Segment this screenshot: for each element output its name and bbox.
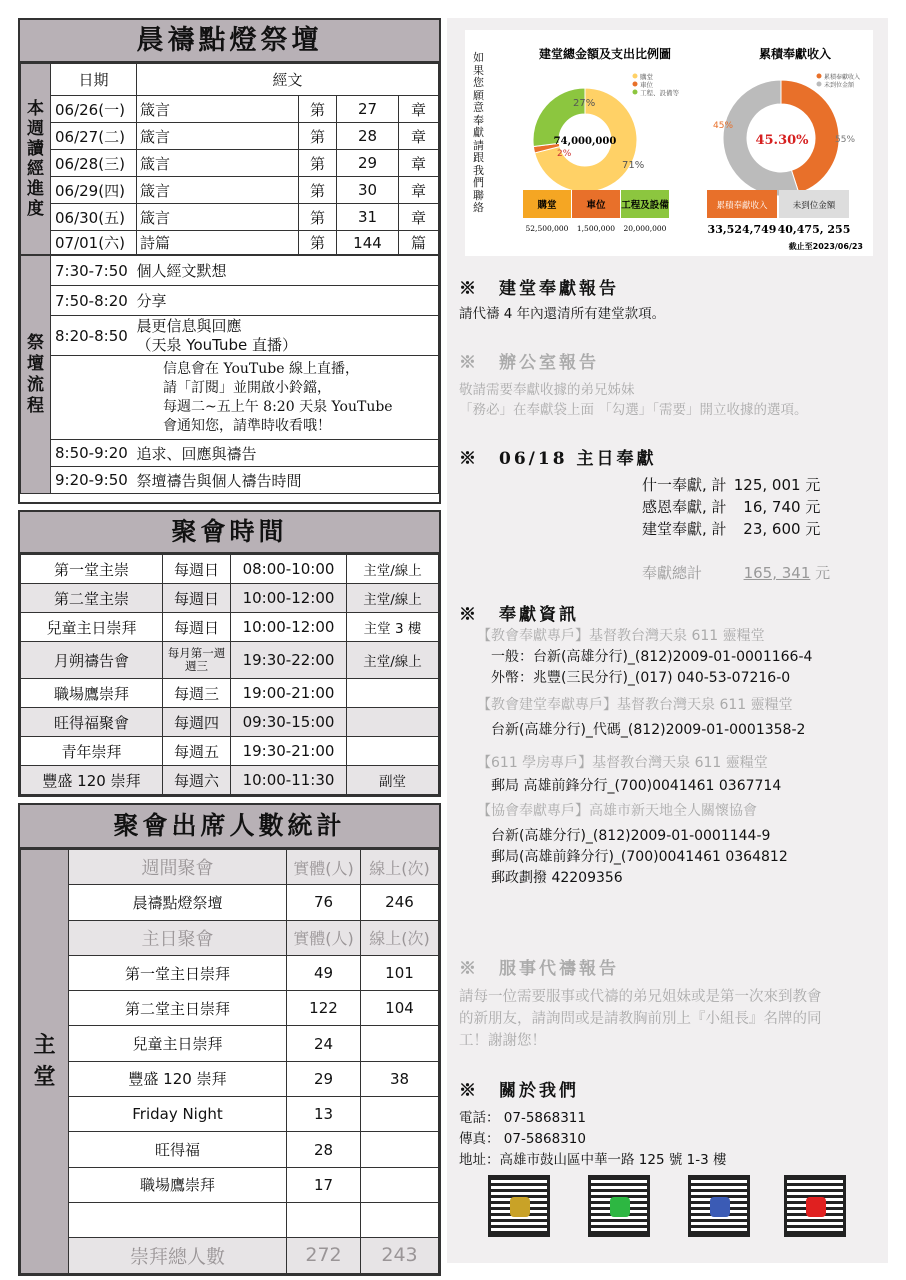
section-header: 主日聚會 (69, 920, 287, 955)
reading-book: 箴言 (137, 204, 299, 231)
reading-post: 章 (399, 204, 439, 231)
attendance-name: 第一堂主日崇拜 (69, 955, 287, 990)
notice-line: 信息會在 YouTube 線上直播， (163, 360, 359, 377)
flow-text: 追求、回應與禱告 (137, 440, 439, 467)
attendance-on (361, 1132, 439, 1167)
attendance-name: Friday Night (69, 1097, 287, 1132)
donut-legend-dot (817, 74, 822, 79)
reading-date: 07/01(六) (51, 231, 137, 255)
meeting-place (347, 708, 439, 737)
attendance-name: 豐盛 120 崇拜 (69, 1061, 287, 1096)
about-title: ※ 關於我們 (459, 1081, 579, 1101)
reading-pre: 第 (299, 123, 337, 150)
donut-cell-label: 未到位金額 (792, 201, 836, 211)
meeting-day: 每週三 (163, 679, 231, 708)
meeting-row (21, 737, 439, 766)
meeting-name: 兒童主日崇拜 (21, 613, 163, 642)
serve-line: 工！謝謝您！ (459, 1033, 546, 1049)
meeting-row (21, 766, 439, 795)
serve-text (459, 986, 822, 1052)
meeting-day: 每週六 (163, 766, 231, 795)
pie-legend: 車位 (640, 81, 653, 89)
serve-line: 請每一位需要服事或代禱的弟兄姐妹或是第一次來到教會 (459, 989, 822, 1005)
flow-text: 祭壇禱告與個人禱告時間 (137, 467, 439, 494)
meeting-name: 月朔禱告會 (21, 642, 163, 679)
reading-post: 章 (399, 123, 439, 150)
pie-cell-label: 購堂 (537, 200, 557, 211)
offering-unit: 元 (805, 520, 821, 538)
youtube-qr-icon[interactable] (784, 1175, 846, 1237)
chart-date-note: 截止至2023/06/23 (788, 242, 863, 251)
attendance-row (21, 1238, 439, 1273)
offering-total-amount: 165, 341 (743, 564, 811, 582)
meeting-day: 每週日 (163, 555, 231, 584)
reading-row (21, 177, 439, 204)
pie-cell-label: 車位 (586, 200, 606, 211)
attendance-in: 17 (287, 1167, 361, 1202)
pie-label: 71% (622, 160, 645, 171)
meeting-time: 19:30-21:00 (231, 737, 347, 766)
meeting-place: 副堂 (347, 766, 439, 795)
attendance-in: 24 (287, 1026, 361, 1061)
attendance-in (287, 1202, 361, 1237)
meeting-place: 主堂/線上 (347, 584, 439, 613)
flow-table (20, 255, 439, 494)
account-head: 【協會奉獻專戶】高雄市新天地全人關懷協會 (477, 803, 757, 819)
reading-book: 箴言 (137, 96, 299, 123)
pie-center-label: 74,000,000 (553, 136, 617, 147)
reading-book: 詩篇 (137, 231, 299, 255)
attendance-title: 聚會出席人數統計 (20, 805, 439, 849)
website-qr-icon[interactable] (488, 1175, 550, 1237)
reading-pre: 第 (299, 177, 337, 204)
offering-unit: 元 (805, 476, 821, 494)
attendance-row (21, 885, 439, 920)
meeting-time: 19:30-22:00 (231, 642, 347, 679)
notice-line: 每週二~五上午 8:20 天泉 YouTube (163, 398, 393, 415)
attendance-in: 122 (287, 991, 361, 1026)
meeting-place (347, 679, 439, 708)
col-on: 線上(次) (361, 850, 439, 885)
reading-box (18, 18, 441, 504)
donut-legend: 累積奉獻收入 (824, 74, 861, 81)
donut-cell-label: 累積奉獻收入 (716, 201, 768, 211)
attendance-row (21, 1097, 439, 1132)
account-line: 台新(高雄分行)_(812)2009-01-0001144-9 (491, 828, 771, 844)
offering-list (642, 474, 820, 540)
reading-date: 06/28(三) (51, 150, 137, 177)
line-qr-icon[interactable] (588, 1175, 650, 1237)
meeting-row (21, 642, 439, 679)
meeting-day: 每週四 (163, 708, 231, 737)
reading-pre: 第 (299, 231, 337, 255)
account-line: 台新(高雄分行)_代碼_(812)2009-01-0001358-2 (491, 722, 806, 738)
reading-date: 06/27(二) (51, 123, 137, 150)
account-line: 郵局(高雄前鋒分行)_(700)0041461 0364812 (491, 849, 788, 865)
meeting-day: 每月第一週週三 (163, 642, 231, 679)
address: 地址：高雄市鼓山區中華一路 125 號 1-3 樓 (459, 1152, 727, 1168)
meeting-row (21, 555, 439, 584)
pie-label: 2% (557, 149, 572, 159)
meeting-time: 10:00-11:30 (231, 766, 347, 795)
meeting-place (347, 737, 439, 766)
attendance-on (361, 1167, 439, 1202)
attendance-name: 旺得福 (69, 1132, 287, 1167)
offering-row (642, 474, 820, 496)
notice-line: 請「訂閱」並開啟小鈴鐺， (163, 379, 331, 396)
reading-date: 06/29(四) (51, 177, 137, 204)
reading-row (21, 231, 439, 255)
reading-date: 06/26(一) (51, 96, 137, 123)
flow-time: 7:30-7:50 (51, 256, 137, 286)
col-in: 實體(人) (287, 920, 361, 955)
donut-cell-value: 33,524,749 (707, 223, 777, 236)
total-in: 272 (287, 1238, 361, 1273)
meeting-place: 主堂/線上 (347, 555, 439, 584)
building-title: ※ 建堂奉獻報告 (459, 279, 619, 299)
attendance-name: 晨禱點燈祭壇 (69, 885, 287, 920)
reading-num: 31 (337, 204, 399, 231)
meeting-name: 職場鷹崇拜 (21, 679, 163, 708)
attendance-on (361, 1097, 439, 1132)
attendance-name: 職場鷹崇拜 (69, 1167, 287, 1202)
reading-num: 29 (337, 150, 399, 177)
pie-cell-value: 20,000,000 (623, 224, 667, 233)
office-line: 「務必」在奉獻袋上面 「勾選」「需要」開立收據的選項。 (459, 402, 808, 418)
office-title: ※ 辦公室報告 (459, 353, 599, 373)
office-text (459, 380, 808, 420)
flow-time: 8:50-9:20 (51, 440, 137, 467)
attendance-table (20, 849, 439, 1274)
account-head: 【611 學房專戶】基督教台灣天泉 611 靈糧堂 (477, 755, 768, 771)
left-column (18, 18, 441, 1276)
offering-label: 建堂奉獻, 計 (642, 520, 727, 538)
attendance-in: 29 (287, 1061, 361, 1096)
flow-time: 8:20-8:50 (51, 316, 137, 356)
offering-amount: 125, 001 (733, 476, 801, 494)
reading-table (20, 63, 439, 255)
attendance-box (18, 803, 441, 1276)
offering-amount: 16, 740 (743, 498, 801, 516)
offering-amount: 23, 600 (743, 520, 801, 538)
donut-legend-dot (817, 82, 822, 87)
flow-text: 個人經文默想 (137, 256, 439, 286)
office-line: 敬請需要奉獻收據的弟兄姊妹 (459, 382, 635, 398)
account-head: 【教會建堂奉獻專戶】基督教台灣天泉 611 靈糧堂 (477, 697, 793, 713)
meeting-day: 每週五 (163, 737, 231, 766)
meeting-day: 每週日 (163, 613, 231, 642)
offering-total (642, 562, 830, 583)
pie-label: 27% (573, 98, 596, 109)
reading-num: 28 (337, 123, 399, 150)
youtube-notice (51, 356, 439, 440)
total-label: 崇拜總人數 (69, 1238, 287, 1273)
attendance-on (361, 1202, 439, 1237)
reading-row (21, 150, 439, 177)
flow-side-label: 祭壇流程 (21, 256, 51, 494)
pie-cell-value: 52,500,000 (525, 224, 569, 233)
attendance-row (21, 1132, 439, 1167)
reading-pre: 第 (299, 96, 337, 123)
meeting-place: 主堂 3 樓 (347, 613, 439, 642)
fax: 傳真： 07-5868310 (459, 1131, 586, 1147)
reading-pre: 第 (299, 204, 337, 231)
contact-side-note: 如果您願意奉獻請跟我們聯絡 (473, 51, 484, 214)
offering-label: 什一奉獻, 計 (642, 476, 727, 494)
offering-total-unit: 元 (815, 564, 831, 582)
serve-line: 的新朋友，請詢問或是請教胸前別上『小組長』名牌的同 (459, 1011, 822, 1027)
attendance-on (361, 1026, 439, 1061)
offering-unit: 元 (805, 498, 821, 516)
donut-center-label: 45.30% (755, 133, 809, 148)
reading-book: 箴言 (137, 123, 299, 150)
pie-legend: 購堂 (640, 73, 653, 81)
pie-legend-dot (633, 90, 638, 95)
reading-row (21, 123, 439, 150)
pie-legend-dot (633, 74, 638, 79)
reading-title: 晨禱點燈祭壇 (20, 20, 439, 63)
flow-time: 7:50-8:20 (51, 286, 137, 316)
reading-post: 章 (399, 150, 439, 177)
flow-time: 9:20-9:50 (51, 467, 137, 494)
meeting-time: 09:30-15:00 (231, 708, 347, 737)
reading-num: 27 (337, 96, 399, 123)
flow-text: 分享 (137, 286, 439, 316)
meeting-row (21, 584, 439, 613)
meeting-name: 第一堂主崇 (21, 555, 163, 584)
attendance-on: 101 (361, 955, 439, 990)
attendance-side-label: 主堂 (21, 850, 69, 1274)
reading-row (21, 96, 439, 123)
meeting-time: 08:00-10:00 (231, 555, 347, 584)
reading-side-label: 本週讀經進度 (21, 64, 51, 255)
attendance-row (21, 920, 439, 955)
attendance-row (21, 991, 439, 1026)
attendance-row (21, 1167, 439, 1202)
reading-post: 章 (399, 177, 439, 204)
meeting-time: 19:00-21:00 (231, 679, 347, 708)
reading-book: 箴言 (137, 177, 299, 204)
offering-label: 感恩奉獻, 計 (642, 498, 727, 516)
offering-row (642, 518, 820, 540)
meeting-name: 旺得福聚會 (21, 708, 163, 737)
account-line: 郵政劃撥 42209356 (491, 870, 623, 886)
right-column (447, 18, 888, 1263)
pie-title: 建堂總金額及支出比例圖 (538, 47, 672, 61)
meetings-table (20, 554, 439, 795)
attendance-on: 104 (361, 991, 439, 1026)
attendance-name (69, 1202, 287, 1237)
reading-row (21, 204, 439, 231)
meeting-name: 青年崇拜 (21, 737, 163, 766)
attendance-name: 第二堂主日崇拜 (69, 991, 287, 1026)
notice-line: 會通知您，請準時收看哦！ (163, 417, 331, 434)
attendance-in: 76 (287, 885, 361, 920)
donut-legend: 未到位金額 (824, 82, 855, 89)
donut-title: 累積奉獻收入 (758, 47, 832, 61)
attendance-row (21, 955, 439, 990)
account-line: 一般：台新(高雄分行)_(812)2009-01-0001166-4 (491, 649, 813, 665)
section-header: 週間聚會 (69, 850, 287, 885)
attendance-on: 38 (361, 1061, 439, 1096)
attendance-in: 28 (287, 1132, 361, 1167)
reading-date: 06/30(五) (51, 204, 137, 231)
reading-post: 章 (399, 96, 439, 123)
meeting-name: 第二堂主崇 (21, 584, 163, 613)
phone: 電話： 07-5868311 (459, 1110, 586, 1126)
pie-legend: 工程、設備等 (640, 89, 679, 97)
account-line: 郵局 高雄前鋒分行_(700)0041461 0367714 (491, 778, 782, 794)
account-line: 外幣：兆豐(三民分行)_(017) 040-53-07216-0 (491, 670, 791, 686)
contact-info (459, 1108, 726, 1171)
offering-row (642, 496, 820, 518)
offering-title: ※ 06/18 主日奉獻 (459, 449, 657, 469)
chart-panel (465, 30, 873, 256)
meeting-time: 10:00-12:00 (231, 613, 347, 642)
account-head: 【教會奉獻專戶】基督教台灣天泉 611 靈糧堂 (477, 628, 765, 644)
attendance-on: 246 (361, 885, 439, 920)
meeting-time: 10:00-12:00 (231, 584, 347, 613)
total-on: 243 (361, 1238, 439, 1273)
reading-pre: 第 (299, 150, 337, 177)
reading-num: 144 (337, 231, 399, 255)
meetings-box (18, 510, 441, 797)
attendance-in: 13 (287, 1097, 361, 1132)
pie-cell-value: 1,500,000 (576, 224, 616, 233)
col-in: 實體(人) (287, 850, 361, 885)
offering-accounts (477, 626, 812, 889)
offering-total-label: 奉獻總計 (642, 564, 703, 582)
col-date: 日期 (51, 64, 137, 96)
attendance-row (21, 1061, 439, 1096)
flow-text (137, 316, 439, 356)
pie-cell-label: 工程及設備 (621, 200, 669, 211)
attendance-in: 49 (287, 955, 361, 990)
meeting-place: 主堂/線上 (347, 642, 439, 679)
donut-cell-value: 40,475, 255 (777, 223, 851, 236)
facebook-qr-icon[interactable] (688, 1175, 750, 1237)
attendance-row (21, 1202, 439, 1237)
reading-num: 30 (337, 177, 399, 204)
info-title: ※ 奉獻資訊 (459, 605, 579, 625)
col-text: 經文 (137, 64, 439, 96)
meeting-row (21, 613, 439, 642)
attendance-row (21, 1026, 439, 1061)
col-on: 線上(次) (361, 920, 439, 955)
meetings-title: 聚會時間 (20, 512, 439, 554)
meeting-row (21, 679, 439, 708)
reading-post: 篇 (399, 231, 439, 255)
reading-book: 箴言 (137, 150, 299, 177)
meeting-row (21, 708, 439, 737)
pie-legend-dot (633, 82, 638, 87)
charts-svg (465, 30, 873, 256)
flow-text-line: 晨更信息與回應 (136, 316, 242, 335)
donut-label: 45% (713, 121, 734, 131)
serve-title: ※ 服事代禱報告 (459, 959, 619, 979)
meeting-name: 豐盛 120 崇拜 (21, 766, 163, 795)
attendance-row (21, 850, 439, 885)
attendance-name: 兒童主日崇拜 (69, 1026, 287, 1061)
flow-text-line: （天泉 YouTube 直播） (136, 335, 298, 354)
meeting-day: 每週日 (163, 584, 231, 613)
building-text: 請代禱 4 年內還清所有建堂款項。 (459, 306, 666, 322)
donut-label: 55% (835, 135, 856, 145)
